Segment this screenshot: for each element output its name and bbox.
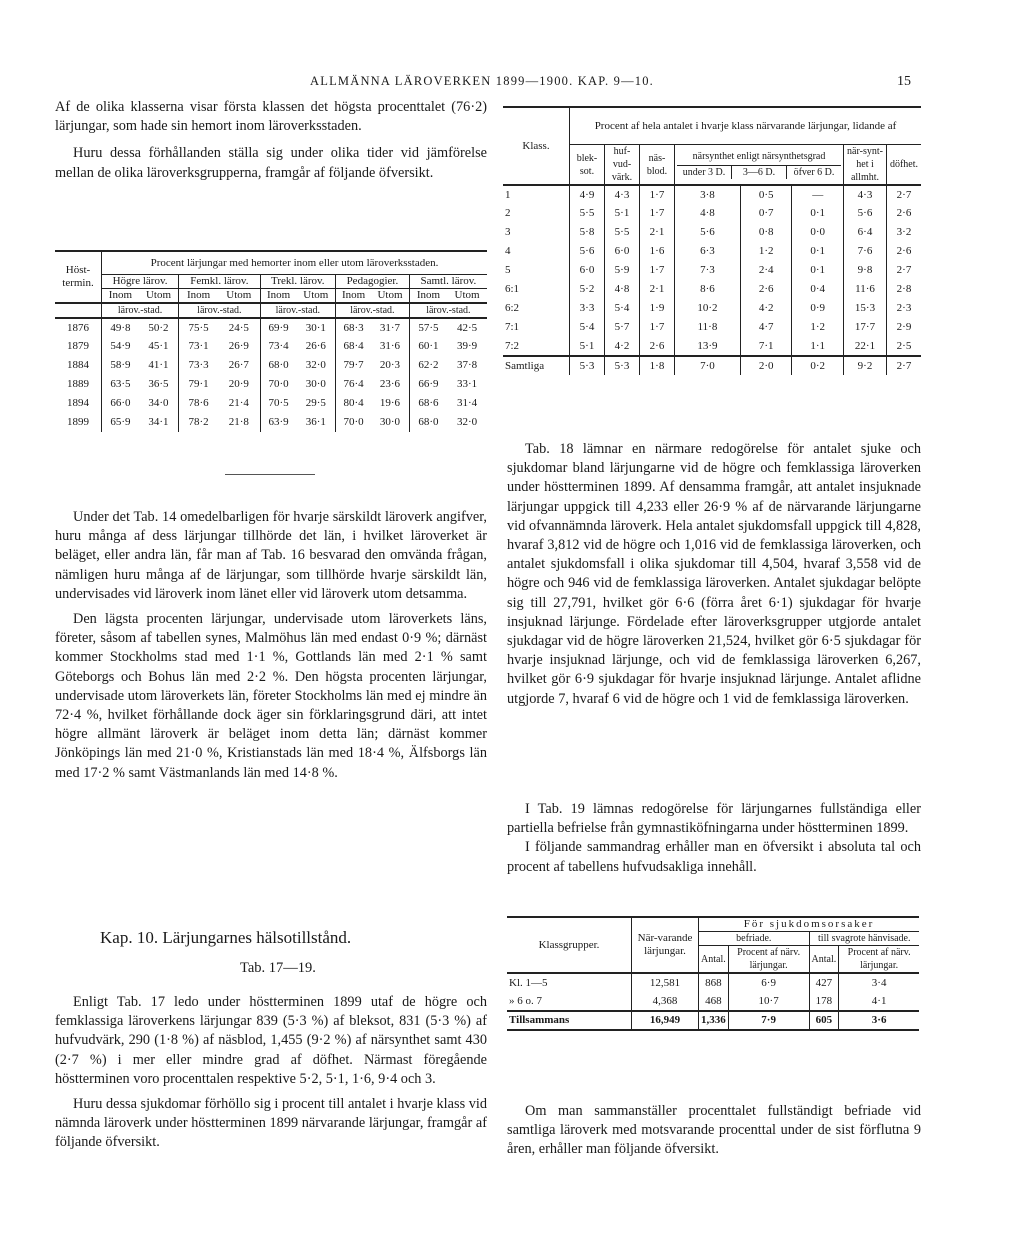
cell-value: 34·0 (139, 394, 179, 413)
cell-value: 10·7 (728, 992, 809, 1011)
cell-value: 6·0 (605, 242, 640, 261)
cell-value: 31·6 (371, 337, 409, 356)
cell-value: 30·0 (371, 413, 409, 432)
right-text-1 (507, 440, 921, 709)
sub-out: Utom (297, 289, 336, 304)
cell-value: 3·2 (896, 226, 912, 238)
row-klass: 6:1 (503, 280, 570, 299)
narv-header: När-varande lärjungar. (632, 917, 699, 973)
cell-value: 58·9 (110, 359, 131, 371)
cell-value: 21·8 (218, 413, 260, 432)
klass-header: Klass. (503, 107, 570, 185)
cell-value: 1,336 (699, 1011, 729, 1030)
cell-value: 68·0 (418, 416, 439, 428)
cell-value: 2·7 (896, 359, 912, 372)
cell-value: 22·1 (844, 337, 887, 356)
cell-value: 9·2 (844, 356, 887, 375)
cell-value: 7·3 (675, 261, 741, 280)
cell-value: 7·0 (675, 356, 741, 375)
cell-value: 31·7 (371, 318, 409, 337)
row-klass: 3 (503, 223, 570, 242)
cell-value: 13·9 (675, 337, 741, 356)
sub-foot: lärov.-stad. (260, 303, 335, 318)
cell-value: 16,949 (632, 1011, 699, 1030)
cell-value: 1·7 (640, 204, 675, 223)
cell-value: 4·3 (605, 185, 640, 204)
span-header: Procent lärjungar med hemorter inom eller utom läroverksstaden. (102, 251, 488, 275)
row-label: » 6 o. 7 (507, 992, 632, 1011)
table-row (55, 337, 487, 356)
table-row (503, 204, 921, 223)
cell-value: 5·4 (605, 299, 640, 318)
paragraph: Enligt Tab. 17 ledo under höstterminen 1899 utaf de högre och femklassiga läroverkens lärjungar 839 (5·3 %) af bleksot, 831 (5·3 %) af hufvudvärk, 290 (1·8 %) af näsblod, 1,455 (9·2 %) af närsynthet samt 430 (2·7 %) i mer eller mindre grad af döfhet. Närmast föregående höstterminen voro procenttalen respektive 5·2, 5·1, 1·6, 9·4 och 3. (55, 994, 487, 1087)
chapter-title: Kap. 10. Lärjungarnes hälsotillstånd. (100, 928, 352, 947)
divider (225, 474, 315, 475)
table-row (507, 1011, 919, 1030)
cell-value: 2·4 (740, 261, 792, 280)
cell-value: 0·0 (792, 223, 844, 242)
table-row (503, 280, 921, 299)
table-row (55, 318, 487, 337)
chapter-subtitle: Tab. 17—19. (240, 960, 316, 976)
cell-value: 605 (809, 1011, 839, 1030)
cell-value: 68·6 (418, 397, 439, 409)
cell-value: 0·4 (792, 280, 844, 299)
cell-value: 0·9 (792, 299, 844, 318)
cell-value: 78·2 (188, 416, 209, 428)
cell-value: 178 (809, 992, 839, 1011)
cell-value: 30·1 (297, 318, 336, 337)
cell-value: 868 (699, 973, 729, 992)
cell-value: 5·2 (570, 280, 605, 299)
cell-value: 4·2 (740, 299, 792, 318)
cell-value: 4·3 (844, 185, 887, 204)
chapter-text (55, 993, 487, 1153)
cell-value: 0·1 (792, 261, 844, 280)
cell-value: 6·3 (675, 242, 741, 261)
table-row (503, 356, 921, 375)
cell-value: 8·6 (675, 280, 741, 299)
sub-foot: lärov.-stad. (102, 303, 179, 318)
cell-value: 73·3 (188, 359, 209, 371)
cell-value: 32·0 (457, 416, 478, 428)
sub-foot: lärov.-stad. (426, 305, 471, 316)
cell-value: 2·8 (896, 283, 912, 295)
cell-value: 2·6 (640, 337, 675, 356)
cell-value: 4,368 (632, 992, 699, 1011)
group-header: Klassgrupper. (507, 917, 632, 973)
row-year: 1876 (55, 318, 102, 337)
paragraph: Huru dessa sjukdomar förhöllo sig i procent till antalet i hvarje klass vid nämnda läroverk under höstterminen 1899 närvarande lärjungar, framgår af följande öfversikt. (55, 1096, 487, 1151)
row-year: 1879 (55, 337, 102, 356)
row-klass: 2 (503, 204, 570, 223)
term-table (55, 250, 487, 432)
sub-in: Inom (108, 289, 133, 301)
col-header: näs-blod. (640, 145, 675, 186)
group-header: Femkl. lärov. (179, 275, 260, 289)
row-year: 1894 (55, 394, 102, 413)
row-klass: 1 (503, 185, 570, 204)
cell-value: 37·8 (457, 359, 478, 371)
cell-value: 5·6 (675, 223, 741, 242)
row-klass: 5 (503, 261, 570, 280)
cell-value: 427 (809, 973, 839, 992)
cell-value: 1·2 (740, 242, 792, 261)
cell-value: 5·8 (570, 223, 605, 242)
cell-value: 26·7 (218, 356, 260, 375)
paragraph: Huru dessa förhållanden ställa sig under olika tider vid jämförelse mellan de olika läroverksgrupperna, framgår af följande öfversikt. (55, 145, 487, 181)
cell-value: — (792, 185, 844, 204)
cell-value: 66·0 (110, 397, 131, 409)
sub-foot: lärov.-stad. (336, 303, 410, 318)
col-header: döfhet. (889, 159, 919, 170)
cell-value: 68·4 (343, 340, 364, 352)
cell-value: 1·7 (640, 261, 675, 280)
paragraph: Om man sammanställer procenttalet fullständigt befriade vid samtliga läroverk med motsvarande procenttal under de sist förflutna 9 åren, erhåller man följande öfversikt. (507, 1103, 921, 1158)
row-year: 1889 (55, 375, 102, 394)
cell-value: 15·3 (844, 299, 887, 318)
row-klass: 4 (503, 242, 570, 261)
paragraph: Under det Tab. 14 omedelbarligen för hvarje särskildt läroverk angifver, huru många af dess lärjungar tillhörde det län, i hvilket läroverket är beläget, eller andra län, får man af Tab. 16 besvarad den omvända frågan, nämligen huru många af de lärjungar, som tillhörde hvarje särskildt län, undervisades vid läroverk inom länet eller vid läroverk utom detsamma. (55, 509, 487, 602)
antal-header: Antal. (699, 946, 729, 974)
col-header: huf-vud-värk. (605, 145, 640, 186)
term-header: Höst- termin. (55, 251, 102, 303)
cell-value: 2·6 (896, 207, 912, 219)
cell-value: 45·1 (139, 337, 179, 356)
col-header: när-synt-het i allmht. (844, 145, 887, 186)
cell-value: 41·1 (139, 356, 179, 375)
cell-value: 2·3 (896, 302, 912, 314)
cell-value: 4·8 (605, 280, 640, 299)
cell-value: 0·1 (792, 204, 844, 223)
cell-value: 73·1 (188, 340, 209, 352)
cell-value: 2·1 (640, 223, 675, 242)
sub-out: Utom (454, 289, 480, 301)
cell-value: 11·6 (844, 280, 887, 299)
span-header: För sjukdomsorsaker (699, 917, 920, 932)
cell-value: 0·5 (740, 185, 792, 204)
cell-value: 70·0 (343, 416, 364, 428)
right-text-3 (507, 1102, 921, 1160)
cell-value: 4·7 (740, 318, 792, 337)
cell-value: 3·3 (570, 299, 605, 318)
cell-value: 78·6 (188, 397, 209, 409)
table-row (503, 318, 921, 337)
cell-value: 68·0 (268, 359, 289, 371)
cell-value: 5·3 (570, 356, 605, 375)
cell-value: 0·8 (740, 223, 792, 242)
cell-value: 6·4 (844, 223, 887, 242)
cell-value: 9·8 (844, 261, 887, 280)
cell-value: 1·1 (792, 337, 844, 356)
cell-value: 4·1 (871, 994, 887, 1007)
page-number: 15 (897, 74, 911, 89)
cell-value: 7·1 (740, 337, 792, 356)
table-row (507, 992, 919, 1011)
running-title: ALLMÄNNA LÄROVERKEN 1899—1900. KAP. 9—10. (310, 74, 654, 88)
sub-in: Inom (416, 289, 441, 301)
cell-value: 5·7 (605, 318, 640, 337)
cell-value: 7·9 (728, 1011, 809, 1030)
cell-value: 1·7 (640, 318, 675, 337)
sub-in: Inom (186, 289, 211, 301)
cell-value: 5·5 (605, 223, 640, 242)
cell-value: 30·0 (297, 375, 336, 394)
cell-value: 10·2 (675, 299, 741, 318)
span-header: Procent af hela antalet i hvarje klass närvarande lärjungar, lidande af (570, 107, 922, 145)
cell-value: 66·9 (418, 378, 439, 390)
cell-value: 2·6 (896, 245, 912, 257)
cell-value: 42·5 (457, 321, 478, 334)
table-row (503, 299, 921, 318)
cell-value: 49·8 (110, 321, 131, 334)
left-mid-text (55, 508, 487, 783)
row-klass: 7:2 (503, 337, 570, 356)
row-year: 1899 (55, 413, 102, 432)
sub-out: Utom (371, 289, 409, 304)
table-row (503, 242, 921, 261)
left-top-text (55, 98, 487, 183)
table-row (55, 356, 487, 375)
right-text-2 (507, 800, 921, 877)
table-row (503, 261, 921, 280)
cell-value: 60·1 (418, 340, 439, 352)
cell-value: 5·1 (570, 337, 605, 356)
befriade-header: befriade. (699, 932, 810, 946)
col-header-group: närsynthet enligt närsynthetsgrad under 3 D. 3—6 D. öfver 6 D. (675, 145, 844, 186)
cell-value: 2·1 (640, 280, 675, 299)
cell-value: 33·1 (457, 378, 478, 390)
svagrote-header: till svagrote hänvisade. (818, 933, 911, 944)
sub-in: Inom (341, 289, 366, 301)
cell-value: 23·6 (371, 375, 409, 394)
cell-value: 80·4 (343, 397, 364, 409)
cell-value: 54·9 (110, 340, 131, 352)
procent-header: Procent af närv. lärjungar. (847, 947, 911, 971)
cell-value: 79·1 (188, 378, 209, 390)
cell-value: 2·7 (896, 264, 912, 276)
row-klass: 7:1 (503, 318, 570, 337)
cell-value: 68·3 (343, 321, 364, 334)
cell-value: 2·7 (896, 188, 912, 201)
cell-value: 5·6 (570, 242, 605, 261)
cell-value: 70·5 (268, 397, 289, 409)
table-row (503, 185, 921, 204)
procent-header: Procent af närv. lärjungar. (728, 946, 809, 974)
cell-value: 24·5 (218, 318, 260, 337)
cell-value: 2·5 (896, 339, 912, 352)
cell-value: 36·5 (139, 375, 179, 394)
cell-value: 31·4 (457, 397, 478, 409)
cell-value: 63·9 (268, 416, 289, 428)
cell-value: 3·4 (871, 976, 887, 989)
paragraph: I följande sammandrag erhåller man en öfversikt i absoluta tal och procent af tabellens hufvudsakliga innehåll. (507, 839, 921, 875)
sub-out: Utom (139, 289, 179, 304)
cell-value: 69·9 (268, 321, 289, 334)
cell-value: 19·6 (371, 394, 409, 413)
cell-value: 62·2 (418, 359, 439, 371)
cell-value: 468 (699, 992, 729, 1011)
cell-value: 11·8 (675, 318, 741, 337)
cell-value: 3·8 (675, 185, 741, 204)
cell-value: 4·8 (675, 204, 741, 223)
cell-value: 5·6 (844, 204, 887, 223)
table-row (503, 337, 921, 356)
cell-value: 0·7 (740, 204, 792, 223)
cell-value: 57·5 (418, 321, 439, 334)
cell-value: 1·2 (792, 318, 844, 337)
cell-value: 76·4 (343, 378, 364, 390)
cell-value: 21·4 (218, 394, 260, 413)
cell-value: 6·0 (570, 261, 605, 280)
table-row (55, 413, 487, 432)
cell-value: 2·9 (896, 321, 912, 333)
cell-value: 0·2 (792, 356, 844, 375)
group-header: Samtl. lärov. (420, 275, 477, 287)
paragraph: I Tab. 19 lämnas redogörelse för lärjungarnes fullständiga eller partiella befrielse från gymnastiköfningarna under höstterminen 1899. (507, 801, 921, 837)
cell-value: 12,581 (632, 973, 699, 992)
cell-value: 6·9 (728, 973, 809, 992)
cell-value: 5·9 (605, 261, 640, 280)
sub-foot: lärov.-stad. (179, 303, 260, 318)
cell-value: 70·0 (268, 378, 289, 390)
paragraph: Den lägsta procenten lärjungar, undervisade utom läroverkets läns, företer, såsom af tabellen synes, Malmöhus län med endast 0·9 %; därnäst kommer Stockholms stad med 1·1 %, Gottlands län med 2·1 % samt Göteborgs och Bohus län med 2·2 %. Den högsta procenten lärjungar, undervisade utom läroverkets län, företer Stockholms län med ej mindre än 72·4 %, hvilket förhållande dock äger sin förklaringsgrund däri, att intet högre allmänt läroverk är beläget inom detta län; därnäst kommer Jönköpings län med 21·0 %, Kristianstads län med 18·4 %, Älfsborgs län med 17·2 % samt Västmanlands län med 14·8 %. (55, 611, 487, 781)
table-row (55, 375, 487, 394)
group-header: Pedagogier. (336, 275, 410, 289)
group-header: Högre lärov. (102, 275, 179, 289)
summary-table (507, 916, 919, 1031)
cell-value: 4·9 (570, 185, 605, 204)
row-klass: 6:2 (503, 299, 570, 318)
row-klass: Samtliga (503, 356, 570, 375)
row-label: Kl. 1—5 (507, 973, 632, 992)
cell-value: 20·3 (371, 356, 409, 375)
cell-value: 50·2 (139, 318, 179, 337)
cell-value: 63·5 (110, 378, 131, 390)
row-year: 1884 (55, 356, 102, 375)
cell-value: 32·0 (297, 356, 336, 375)
cell-value: 34·1 (139, 413, 179, 432)
antal-header: Antal. (809, 946, 839, 974)
cell-value: 75·5 (188, 321, 209, 334)
cell-value: 0·1 (792, 242, 844, 261)
cell-value: 2·6 (740, 280, 792, 299)
cell-value: 17·7 (844, 318, 887, 337)
paragraph: Af de olika klasserna visar första klassen det högsta procenttalet (76·2) lärjungar, som hade sin hemort inom läroverksstaden. (55, 99, 487, 135)
cell-value: 36·1 (297, 413, 336, 432)
table-row (503, 223, 921, 242)
cell-value: 1·8 (640, 356, 675, 375)
table-row (55, 394, 487, 413)
table-row (507, 973, 919, 992)
cell-value: 29·5 (297, 394, 336, 413)
cell-value: 5·5 (570, 204, 605, 223)
col-header: blek-sot. (570, 145, 605, 186)
cell-value: 73·4 (268, 340, 289, 352)
cell-value: 26·9 (218, 337, 260, 356)
cell-value: 1·7 (640, 185, 675, 204)
sub-out: Utom (218, 289, 260, 304)
cell-value: 5·1 (605, 204, 640, 223)
paragraph: Tab. 18 lämnar en närmare redogörelse för antalet sjuke och sjukdomar bland lärjungarne vid de högre och femklassiga läroverken under höstterminen 1899. Af densamma framgår, att antalet insjuknade lärjungar uppgick till 4,233 eller 26·9 % af de närvarande lärjungarne vid ofvannämnda läroverk. Hela antalet sjukdomsfall uppgick till 4,828, hvaraf 3,812 vid de högre och 1,016 vid de femklassiga läroverken, och antalet sjukdomsfall i olika sjukdomar till 4,504, hvaraf 3,558 vid de högre och 946 vid de femklassiga läroverken. Antalet sjukdagar belöpte sig till 27,791, hvilket gör 6·6 (förra året 6·1) sjukdagar för hvarje insjuknad lärjunge. Fördelade efter läroverksgrupper utgjorde antalet sjukdagar vid de högre läroverken 21,524, hvilket gör 6·5 sjukdagar för hvarje insjuknad lärjunge, och vid de femklassiga läroverken 6,267, hvilket gör 6·9 sjukdagar för hvarje insjuknad lärjunge. Antalet aflidne utgjorde 7, hvaraf 6 vid de högre och 1 vid de femklassiga läroverken. (507, 441, 921, 707)
cell-value: 7·6 (844, 242, 887, 261)
row-label: Tillsammans (507, 1011, 632, 1030)
cell-value: 65·9 (110, 416, 131, 428)
cell-value: 26·6 (297, 337, 336, 356)
cell-value: 2·0 (740, 356, 792, 375)
cell-value: 1·6 (640, 242, 675, 261)
cell-value: 1·9 (640, 299, 675, 318)
group-header: Trekl. lärov. (260, 275, 335, 289)
klass-table (503, 106, 921, 375)
sub-in: Inom (266, 289, 291, 301)
cell-value: 3·6 (871, 1014, 887, 1026)
cell-value: 39·9 (457, 340, 478, 352)
cell-value: 4·2 (605, 337, 640, 356)
cell-value: 5·4 (570, 318, 605, 337)
cell-value: 79·7 (343, 359, 364, 371)
cell-value: 20·9 (218, 375, 260, 394)
cell-value: 5·3 (605, 356, 640, 375)
